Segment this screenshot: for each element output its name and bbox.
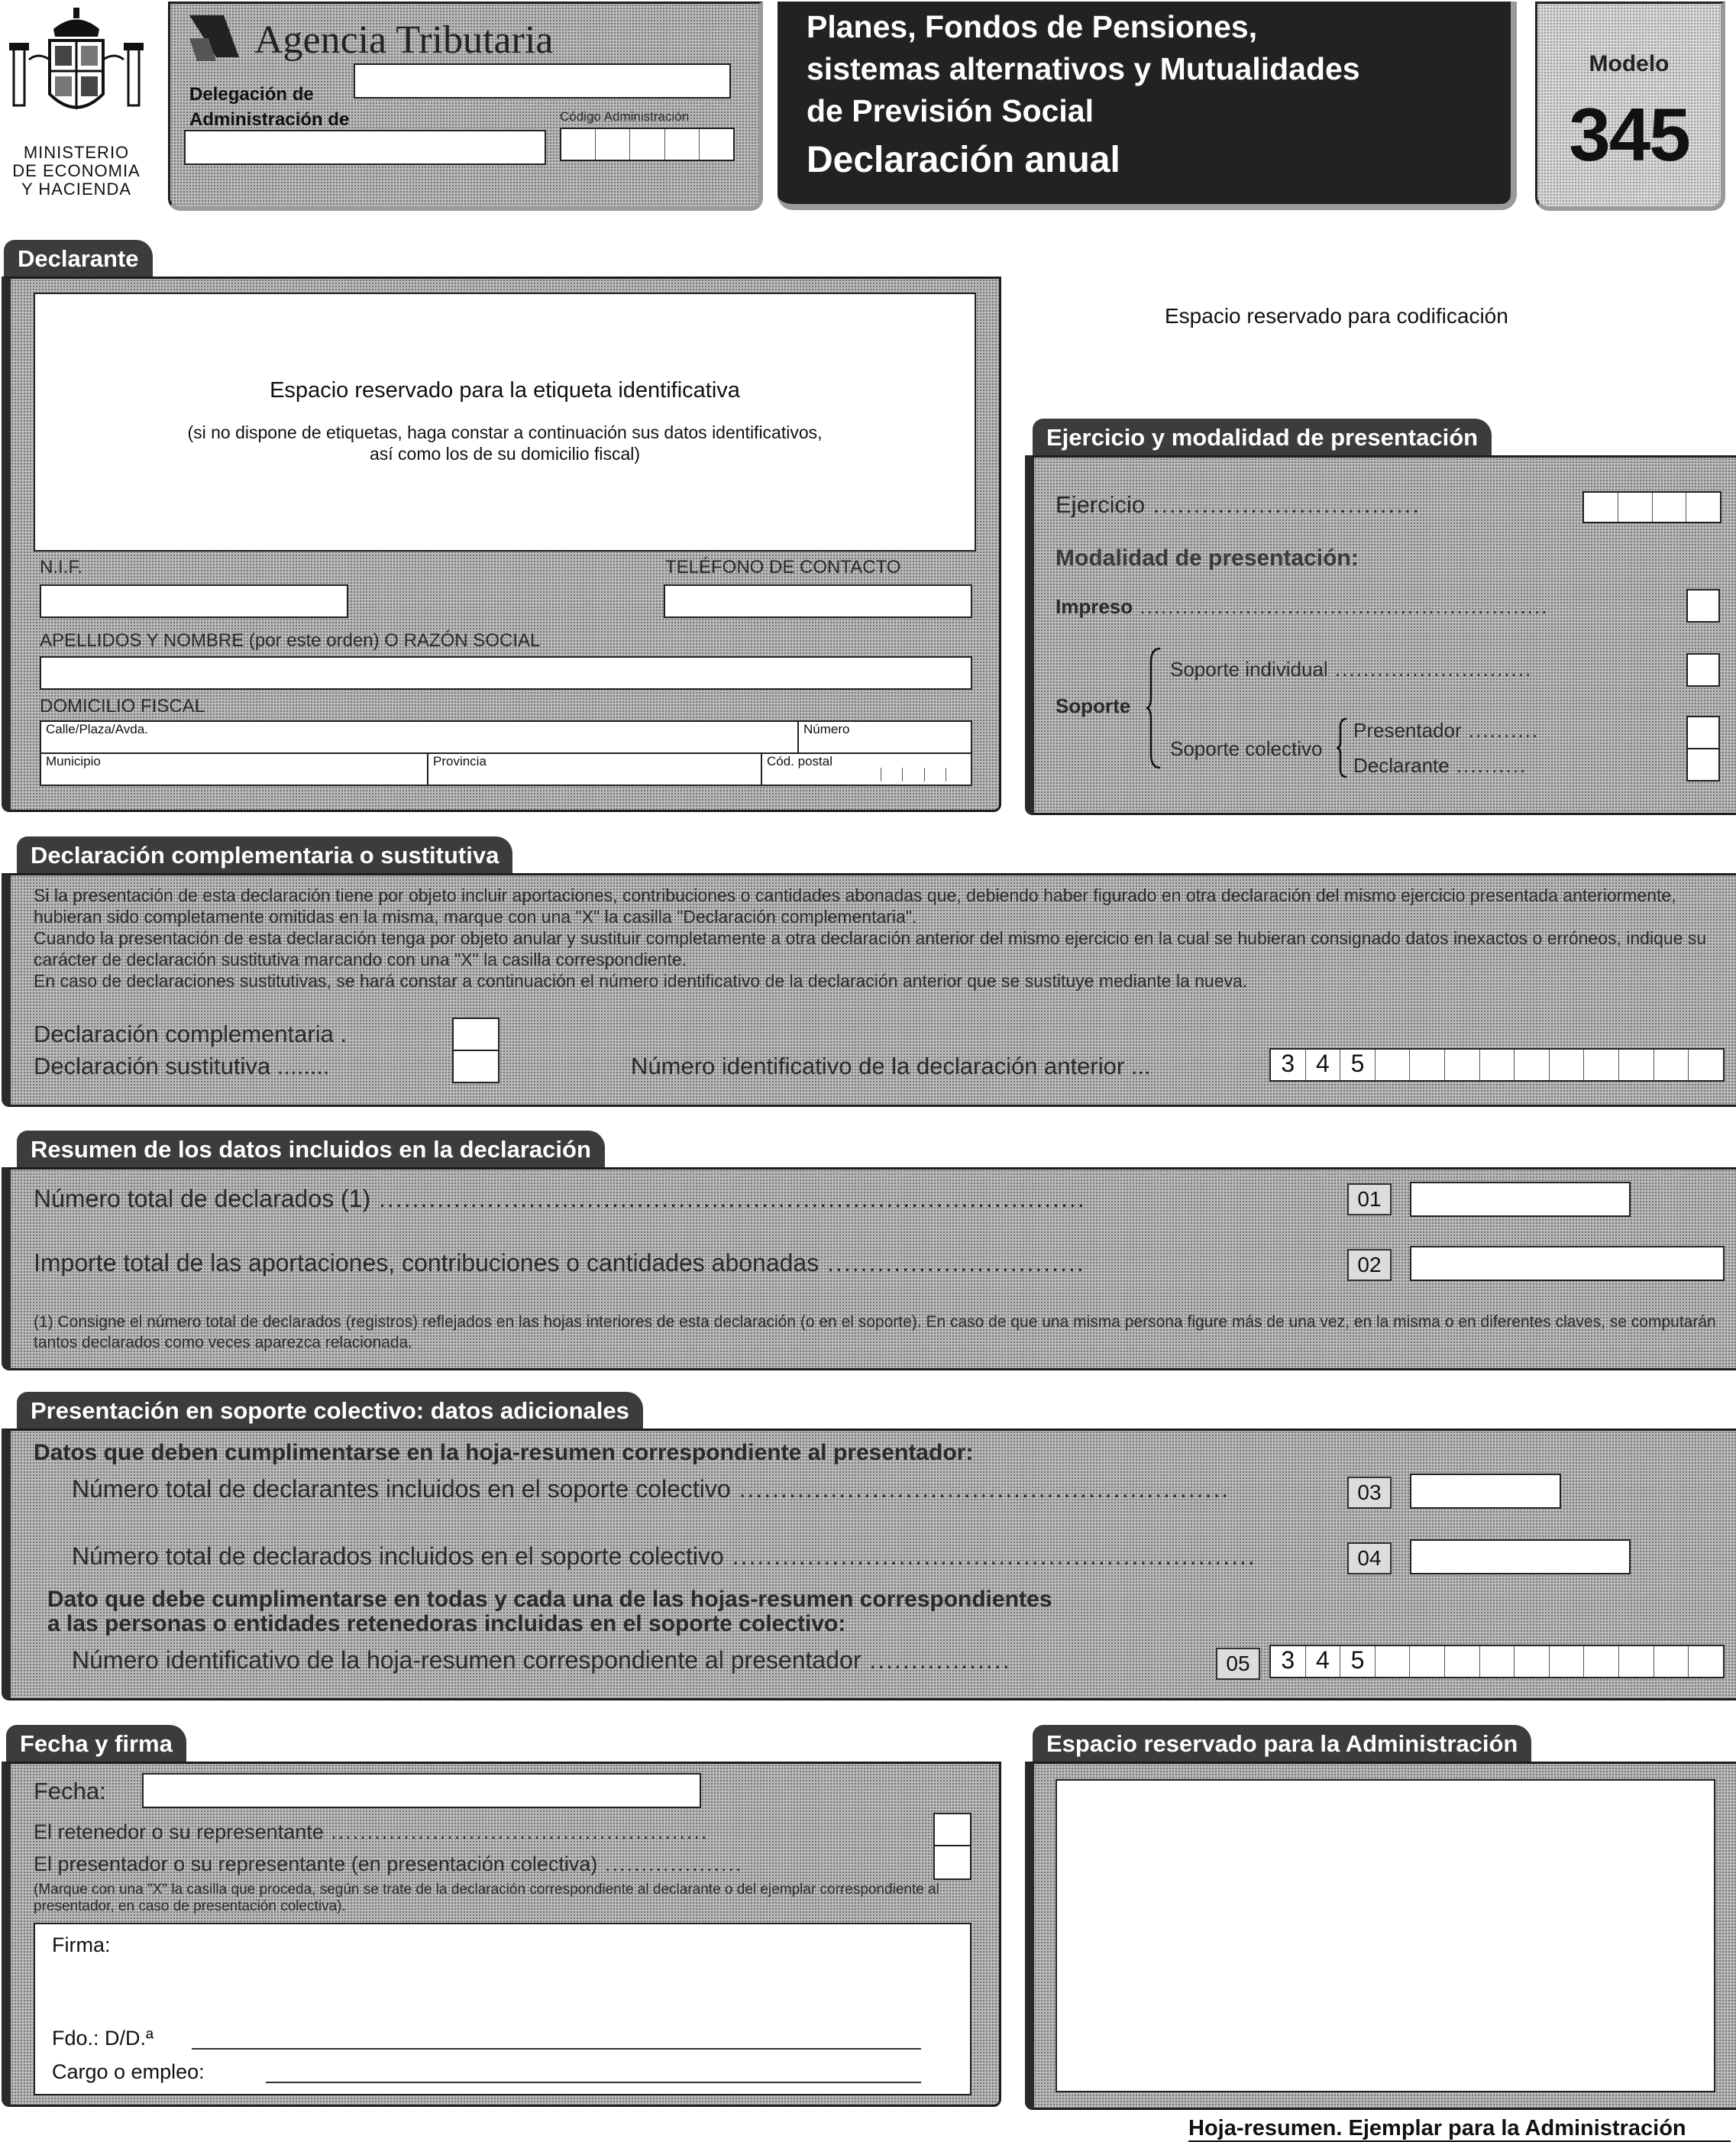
resumen-panel (2, 1167, 1736, 1370)
colectivo-heading1: Datos que deben cumplimentarse en la hoja-resumen correspondiente al presentador: (34, 1440, 974, 1465)
prefix-digit: 3 (1271, 1646, 1306, 1677)
fdo-line (192, 2048, 921, 2050)
colectivo-row3-code: 03 (1347, 1477, 1392, 1509)
retenedor-checkbox[interactable] (933, 1813, 971, 1848)
label-note-1: (si no dispone de etiquetas, haga constar a continuación sus datos identificativos, (187, 422, 823, 442)
declarante-panel (2, 277, 1001, 812)
total-declarados-input[interactable] (1410, 1182, 1631, 1217)
colectivo-heading2-2: a las personas o entidades retenedoras incluidas en el soporte colectivo: (47, 1611, 846, 1636)
colectivo-row4-label: Número total de declarados incluidos en el soporte colectivo ............................................................... (72, 1542, 1256, 1570)
complementaria-p2: Cuando la presentación de esta declaración tenga por objeto anular y sustituir completamente a otra declaración anterior del mismo ejercicio en la cual se hubieran consignado datos inexactos o erróneos, indique su carácter de declaración sustitutiva marcando con una "X" la casilla correspondiente. (34, 928, 1707, 969)
label-title: Espacio reservado para la etiqueta identificativa (270, 378, 740, 403)
administracion-label-text: Administración de (189, 109, 350, 130)
presentador-checkbox[interactable] (1686, 716, 1720, 749)
decl-complementaria-label: Declaración complementaria . (34, 1021, 348, 1047)
fecha-input[interactable] (142, 1773, 701, 1808)
decl-complementaria-checkbox[interactable] (452, 1018, 499, 1051)
title-line-1: Planes, Fondos de Pensiones, (807, 9, 1258, 44)
municipio-label: Municipio (46, 754, 101, 768)
prefix-digit: 4 (1306, 1646, 1341, 1677)
codigo-admin-input[interactable] (560, 128, 735, 161)
total-declarados-colectivo-input[interactable] (1410, 1539, 1631, 1574)
cod-postal-input[interactable] (761, 752, 972, 786)
declarante-label: Declarante .......... (1353, 754, 1527, 777)
soporte-label: Soporte (1056, 694, 1131, 717)
numero-anterior-label: Número identificativo de la declaración anterior ... (631, 1053, 1151, 1079)
prefix-digit: 5 (1340, 1646, 1376, 1677)
impreso-checkbox[interactable] (1686, 589, 1720, 623)
prefix-digit: 3 (1271, 1050, 1306, 1080)
hoja-resumen-input[interactable] (1269, 1645, 1725, 1678)
numero-label: Número (803, 722, 850, 736)
soporte-colectivo-label: Soporte colectivo (1170, 737, 1323, 760)
calle-input[interactable] (40, 720, 799, 754)
apellidos-input[interactable] (40, 656, 972, 690)
prefix-digit: 5 (1340, 1050, 1376, 1080)
modalidad-label: Modalidad de presentación: (1056, 545, 1359, 571)
ministry-line-3: Y HACIENDA (21, 180, 132, 199)
title-line-2: sistemas alternativos y Mutualidades (807, 51, 1360, 86)
administracion-input[interactable] (184, 130, 546, 165)
fdo-label: Fdo.: D/D.ª (52, 2027, 154, 2050)
codificacion-label: Espacio reservado para codificación (1165, 304, 1508, 328)
fecha-label: Fecha: (34, 1778, 106, 1804)
provincia-label: Provincia (433, 754, 487, 768)
declarante-checkbox[interactable] (1686, 748, 1720, 781)
ministry-line-1: MINISTERIO (23, 143, 130, 162)
municipio-input[interactable] (40, 752, 428, 786)
administracion-tab: Espacio reservado para la Administración (1033, 1725, 1531, 1762)
ejercicio-input[interactable] (1582, 491, 1721, 523)
resumen-tab: Resumen de los datos incluidos en la declaración (17, 1131, 605, 1167)
resumen-row1-code: 01 (1347, 1183, 1392, 1215)
colectivo-brace-icon (1336, 717, 1348, 778)
firma-box[interactable] (34, 1923, 971, 2095)
declarante-tab: Declarante (4, 240, 153, 277)
soporte-individual-checkbox[interactable] (1686, 653, 1720, 687)
soporte-individual-label: Soporte individual ............................ (1170, 658, 1533, 681)
nif-label: N.I.F. (40, 557, 83, 578)
label-area (34, 293, 976, 552)
importe-total-input[interactable] (1410, 1246, 1725, 1281)
colectivo-panel (2, 1429, 1736, 1700)
title-line-3: de Previsión Social (807, 93, 1094, 128)
resumen-row2-code: 02 (1347, 1249, 1392, 1281)
decl-sustitutiva-label: Declaración sustitutiva ........ (34, 1053, 330, 1079)
delegacion-label: Delegación de (189, 84, 314, 105)
apellidos-label: APELLIDOS Y NOMBRE (por este orden) O RAZÓN SOCIAL (40, 630, 541, 651)
cod-postal-label: Cód. postal (767, 754, 832, 768)
delegacion-input[interactable] (354, 63, 731, 99)
presentador-firma-checkbox[interactable] (933, 1845, 971, 1880)
modelo-number: 345 (1569, 92, 1689, 176)
colectivo-tab: Presentación en soporte colectivo: datos adicionales (17, 1392, 643, 1429)
ejercicio-tab: Ejercicio y modalidad de presentación (1033, 419, 1492, 455)
numero-anterior-input[interactable] (1269, 1048, 1725, 1082)
prefix-digit: 4 (1306, 1050, 1341, 1080)
provincia-input[interactable] (427, 752, 762, 786)
cargo-line (266, 2082, 921, 2083)
fecha-note: (Marque con una "X" la casilla que proceda, según se trate de la declaración correspondiente al declarante o del ejemplar correspondiente al presentador, en caso de presentación colectiva). (34, 1882, 939, 1914)
form-subtitle: Declaración anual (807, 140, 1120, 180)
ministry-line-2: DE ECONOMIA (12, 161, 141, 180)
complementaria-p3: En caso de declaraciones sustitutivas, se hará constar a continuación el número identificativo de la declaración anterior que se sustituye mediante la nueva. (34, 971, 1248, 991)
presentador-label: Presentador .......... (1353, 719, 1540, 742)
colectivo-row5-code: 05 (1216, 1648, 1260, 1680)
resumen-row1-label: Número total de declarados (1) ..................................................................................... (34, 1185, 1086, 1212)
domicilio-label: DOMICILIO FISCAL (40, 696, 205, 717)
coat-of-arms-logo (8, 6, 145, 140)
presentador-firma-label: El presentador o su representante (en presentación colectiva) ................... (34, 1852, 743, 1875)
nif-input[interactable] (40, 584, 348, 618)
retenedor-label: El retenedor o su representante .................................................... (34, 1820, 709, 1843)
complementaria-tab: Declaración complementaria o sustitutiva (17, 836, 512, 873)
label-note-2: así como los de su domicilio fiscal) (369, 444, 641, 464)
agency-name: Agencia Tributaria (254, 18, 554, 62)
total-declarantes-input[interactable] (1410, 1474, 1561, 1509)
colectivo-row4-code: 04 (1347, 1542, 1392, 1574)
colectivo-row5-label: Número identificativo de la hoja-resumen correspondiente al presentador ................. (72, 1646, 1011, 1674)
form-title-panel (777, 2, 1517, 210)
telefono-label: TELÉFONO DE CONTACTO (665, 557, 901, 578)
decl-sustitutiva-checkbox[interactable] (452, 1050, 499, 1083)
colectivo-row3-label: Número total de declarantes incluidos en el soporte colectivo ........................................................... (72, 1475, 1230, 1503)
delegacion-panel (168, 2, 763, 211)
administracion-panel (1025, 1762, 1736, 2110)
administracion-box (1056, 1779, 1715, 2092)
footer-label: Hoja-resumen. Ejemplar para la Administración (1188, 2116, 1686, 2140)
modelo-label: Modelo (1589, 51, 1670, 76)
firma-label: Firma: (52, 1933, 111, 1956)
complementaria-panel (2, 873, 1736, 1107)
fecha-tab: Fecha y firma (6, 1725, 186, 1762)
complementaria-p1: Si la presentación de esta declaración tiene por objeto incluir aportaciones, contribuciones o cantidades abonadas que, debiendo haber figurado en otra declaración del mismo ejercicio presentada anteriormente, hubieran sido completamente omitidas en la misma, marque con una "X" la casilla "Declaración complementaria". (34, 885, 1676, 927)
soporte-brace-icon (1145, 647, 1163, 769)
resumen-row2-label: Importe total de las aportaciones, contribuciones o cantidades abonadas ............................... (34, 1249, 1085, 1276)
cargo-label: Cargo o empleo: (52, 2060, 205, 2083)
codigo-admin-label: Código Administración (560, 109, 690, 124)
ejercicio-panel (1025, 455, 1736, 815)
numero-input[interactable] (797, 720, 972, 754)
impreso-label: Impreso .......................................................... (1056, 595, 1549, 618)
modelo-panel (1535, 2, 1725, 211)
telefono-input[interactable] (664, 584, 972, 618)
resumen-note: (1) Consigne el número total de declarados (registros) reflejados en las hojas interiores de esta declaración (o en el soporte). En caso de que una misma persona figure más de una vez, en la misma o en diferentes claves, se computarán tantos declarados como veces aparezca relacionada. (34, 1313, 1716, 1351)
fecha-panel (2, 1762, 1001, 2107)
calle-label: Calle/Plaza/Avda. (46, 722, 148, 736)
ejercicio-label: Ejercicio ................................. (1056, 491, 1421, 518)
colectivo-heading2-1: Dato que debe cumplimentarse en todas y cada una de las hojas-resumen correspondientes (47, 1587, 1052, 1612)
agency-logo-icon (186, 11, 243, 65)
